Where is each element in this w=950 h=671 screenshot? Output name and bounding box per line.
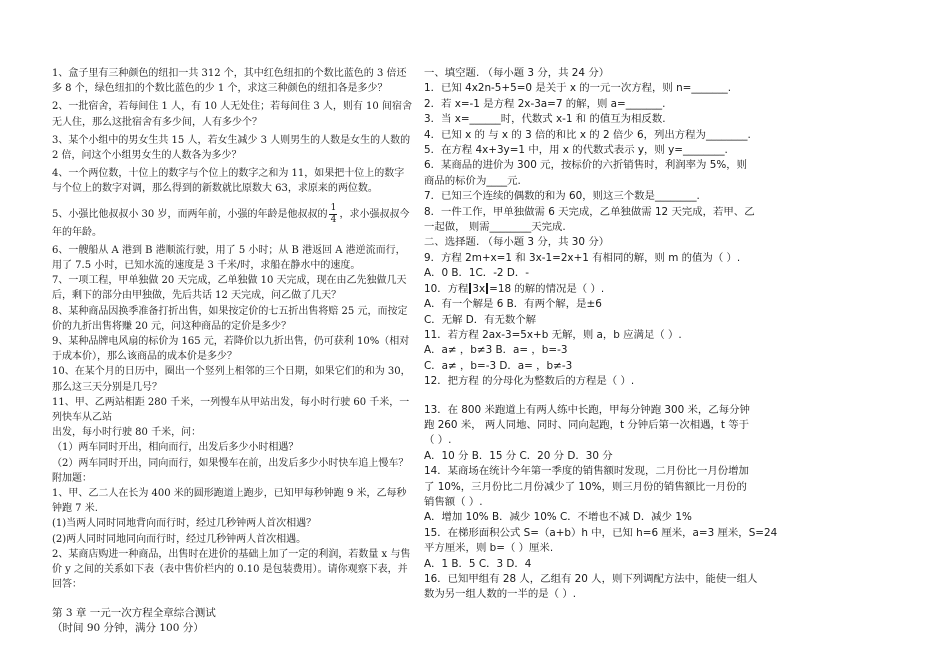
problem-6: 6、一艘船从 A 港到 B 港顺流行驶，用了 5 小时；从 B 港返回 A 港逆流而行，用了 7.5 小时，已知水流的速度是 3 千米/时，求船在静水中的速度。 <box>52 244 406 272</box>
question-11: 11．若方程 2ax-3=5x+b 无解，则 a，b 应满足（ ）. <box>424 328 682 341</box>
problem-1: 1、盒子里有三种颜色的纽扣一共 312 个，其中红色纽扣的个数比蓝色的 3 倍还多 8 个，绿色纽扣的个数比蓝色的少 1 个，求这三种颜色的纽扣各是多少？ <box>52 68 407 95</box>
problem-5-text-b: ，求小强叔叔今年的年龄。 <box>52 208 410 238</box>
question-13-cont-2: （ ）. <box>424 434 452 447</box>
absolute-value-bar-right <box>486 283 488 294</box>
problem-9: 9、某种品牌电风扇的标价为 165 元，若降价以九折出售，仍可获利 10%（相对于成本价），那么该商品的成本价是多少？ <box>52 336 410 363</box>
problem-11-part-1: （1）两车同时开出，相向而行，出发后多少小时相遇？ <box>52 442 299 454</box>
question-10-expr: 3x <box>472 282 486 295</box>
bonus-1: 1、甲、乙二人在长为 400 米的圆形跑道上跑步，已知甲每秒钟跑 9 米，乙每秒钟跑 7 米. <box>52 488 407 515</box>
question-10 <box>424 282 792 297</box>
question-3: 3．当 x=______时，代数式 x-1 和 的值互为相反数. <box>424 113 666 126</box>
problem-3: 3、某个小组中的男女生共 15 人，若女生减少 3 人则男生的人数是女生的人数的 2 倍，问这个小组男女生的人数各为多少？ <box>52 134 411 162</box>
fraction-numerator: 1 <box>330 202 337 213</box>
question-12: 12．把方程 的分母化为整数后的方程是（ ）. <box>424 375 635 388</box>
question-10-options-2: C．无解 D．有无数个解 <box>424 313 537 326</box>
problem-5-text-a: 5、小强比他叔叔小 30 岁，而两年前，小强的年龄是他叔叔的 <box>52 208 328 220</box>
question-13-options: A．10 分 B．15 分 C．20 分 D．30 分 <box>424 449 613 462</box>
question-6: 6．某商品的进价为 300 元，按标价的六折销售时，利润率为 5%，则 <box>424 159 747 172</box>
bonus-1-part-2: (2)两人同时同地同向而行时，经过几秒钟两人首次相遇。 <box>52 533 307 545</box>
problem-11-part-2: （2）两车同时开出，同向而行，如果慢车在前，出发后多少小时快车追上慢车？ <box>52 457 409 469</box>
problem-7: 7、一项工程，甲单独做 20 天完成，乙单独做 10 天完成，现在由乙先独做几天后，剩下的部分由甲独做，先后共话 12 天完成，问乙做了几天？ <box>52 275 407 302</box>
question-9-options: A．0 B．1C．-2 D．- <box>424 267 529 280</box>
problem-4: 4、一个两位数，十位上的数字与个位上的数字之和为 11，如果把十位上的数字与个位上的数字对调，那么得到的新数就比原数大 63，求原来的两位数。 <box>52 168 405 195</box>
question-13: 13．在 800 米跑道上有两人练中长跑，甲每分钟跑 300 米，乙每分钟 <box>424 403 750 416</box>
question-16: 16．已知甲组有 28 人，乙组有 20 人，则下列调配方法中，能使一组人 <box>424 573 758 585</box>
bonus-2: 2、某商店购进一种商品，出售时在进价的基础上加了一定的利润，若数量 x 与售价 y 之间的关系如下表（表中售价栏内的 0.10 是包装费用）。请你观察下表，并回答： <box>52 548 411 591</box>
word-problems-column <box>52 66 414 636</box>
question-8-cont: 一起做， 则需________天完成. <box>424 221 566 234</box>
question-6-cont: 商品的标价为____元. <box>424 174 521 187</box>
question-10-options-1: A．有一个解是 6 B．有两个解，是±6 <box>424 298 602 311</box>
problem-8: 8、某种商品因换季准备打折出售，如果按定价的七五折出售将赔 25 元，而按定价的九折出售将赚 20 元，问这种商品的定价是多少？ <box>52 305 408 332</box>
question-4: 4．已知 x 的 与 x 的 3 倍的和比 x 的 2 倍少 6，列出方程为________. <box>424 128 751 141</box>
question-8: 8．一件工作，甲单独做需 6 天完成，乙单独做需 12 天完成，若甲、乙 <box>424 205 755 218</box>
question-15: 15．在梯形面积公式 S=（a+b）h 中，已知 h=6 厘米，a=3 厘米，S=24 <box>424 526 778 539</box>
question-14-cont: 了 10%，三月份比二月份减少了 10%，则三月份的销售额比一月份的 <box>424 480 747 493</box>
question-14: 14．某商场在统计今年第一季度的销售额时发现，二月份比一月份增加 <box>424 465 749 478</box>
problem-11: 11、甲、乙两站相距 280 千米，一列慢车从甲站出发，每小时行驶 60 千米，一列快车从乙站 <box>52 396 410 424</box>
question-13-cont: 跑 260 米， 两人同地、同时、同向起跑，t 分钟后第一次相遇，t 等于 <box>424 418 750 431</box>
section-fill-in-heading: 一、填空题. （每小题 3 分，共 24 分） <box>424 67 610 79</box>
question-10-text-a: 10．方程 <box>424 282 469 295</box>
bonus-heading: 附加题： <box>52 472 92 484</box>
fraction-denominator: 4 <box>330 214 337 225</box>
question-16-cont: 数为另一组人数的一半的是（ ）. <box>424 588 577 601</box>
question-10-text-b: =18 的解的情况是（ ）. <box>489 282 605 295</box>
test-questions-column <box>424 66 792 603</box>
problem-11-cont: 出发，每小时行驶 80 千米，问： <box>52 427 202 439</box>
question-1: 1．已知 4x2n-5+5=0 是关于 x 的一元一次方程，则 n=_______. <box>424 82 732 95</box>
bonus-1-part-1: (1)当两人同时同地背向而行时，经过几秒钟两人首次相遇？ <box>52 518 317 530</box>
question-9: 9．方程 2m+x=1 和 3x-1=2x+1 有相同的解，则 m 的值为（ ）. <box>424 251 741 264</box>
question-14-cont-2: 销售额（ ）. <box>424 495 483 508</box>
question-11-options-2: C．a≠ ，b=-3 D．a= ，b≠-3 <box>424 359 573 372</box>
time-limit: （时间 90 分钟，满分 100 分） <box>52 621 204 634</box>
problem-2: 2、一批宿舍，若每间住 1 人，有 10 人无处住；若每间住 3 人，则有 10 间宿舍无人住，那么这批宿舍有多少间，人有多少个？ <box>52 101 412 128</box>
section-choice-heading: 二、选择题. （每小题 3 分，共 30 分） <box>424 236 610 249</box>
problem-5 <box>52 204 414 240</box>
question-15-cont: 平方厘米，则 b=（ ）厘米. <box>424 542 554 555</box>
question-5: 5．在方程 4x+3y=1 中，用 x 的代数式表示 y，则 y=________. <box>424 144 728 157</box>
question-15-options: A．1 B．5 C．3 D．4 <box>424 557 532 570</box>
chapter-title: 第 3 章 一元一次方程全章综合测试 <box>52 606 216 619</box>
question-2: 2．若 x=-1 是方程 2x-3a=7 的解，则 a=_______. <box>424 97 666 110</box>
question-14-options: A．增加 10% B．减少 10% C．不增也不减 D．减少 1% <box>424 511 692 524</box>
question-7: 7．已知三个连续的偶数的和为 60，则这三个数是________. <box>424 190 700 203</box>
problem-10: 10、在某个月的日历中，圈出一个竖列上相邻的三个日期，如果它们的和为 30，那么这三天分别是几号？ <box>52 366 411 393</box>
fraction-one-quarter <box>329 204 337 225</box>
question-11-options-1: A．a≠ ，b≠3 B．a= ，b=-3 <box>424 344 568 357</box>
